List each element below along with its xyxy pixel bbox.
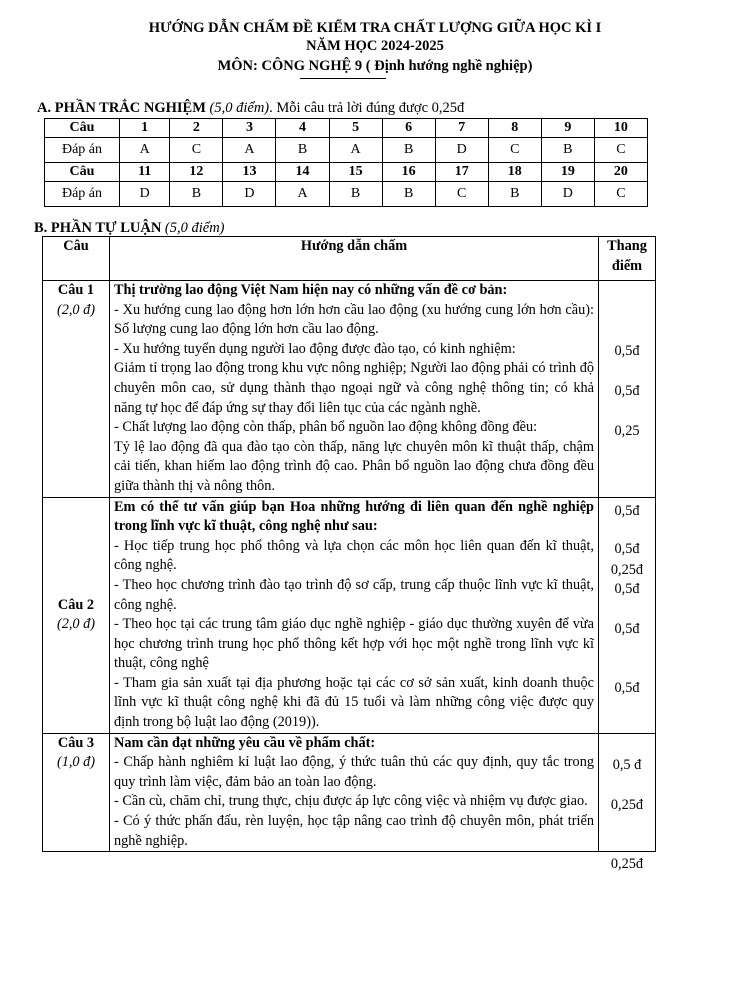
document-title: HƯỚNG DẪN CHẤM ĐỀ KIỂM TRA CHẤT LƯỢNG GIỮA HỌC KÌ I xyxy=(148,20,602,36)
guide-point: - Xu hướng cung lao động hơn lớn hơn cầu lao động (xu hướng cung lớn hơn cầu): Số lượng cung lao động lớn hơn cầu lao động. xyxy=(114,301,594,338)
points-value: 0,5đ xyxy=(614,679,640,696)
question-number: 11 xyxy=(120,163,170,182)
points-value: 0,25đ xyxy=(610,796,644,813)
guide-point: Tỷ lệ lao động đã qua đào tạo còn thấp, năng lực chuyên môn kĩ thuật thấp, chậm cải tiến, khan hiếm lao động trình độ cao. Phân bổ nguồn lao động chưa đồng đều giữa thành thị và nông thôn. xyxy=(114,438,594,494)
question-number: 19 xyxy=(541,163,594,182)
question-cell-3 xyxy=(43,733,110,852)
points-value: 0,5 đ xyxy=(612,756,642,773)
answer-label: Đáp án xyxy=(45,138,120,163)
guide-cell-2 xyxy=(110,497,599,733)
guide-point: - Theo học chương trình đào tạo trình độ sơ cấp, trung cấp thuộc lĩnh vực kĩ thuật, công nghệ. xyxy=(114,576,594,613)
question-number: 15 xyxy=(329,163,382,182)
answer-label: Đáp án xyxy=(45,182,120,207)
answer-row-2 xyxy=(45,182,648,207)
question-score: (2,0 đ) xyxy=(56,301,96,318)
question-number: 10 xyxy=(594,119,647,138)
rubric-header-row xyxy=(43,237,656,281)
answer-cell: A xyxy=(276,182,329,207)
question-number: 3 xyxy=(223,119,276,138)
section-a-note: . Mỗi câu trả lời đúng được 0,25đ xyxy=(269,100,465,116)
question-number: 7 xyxy=(435,119,488,138)
points-value: 0,5đ xyxy=(614,503,640,519)
points-value: 0,5đ xyxy=(614,580,640,597)
points-value: 0,5đ xyxy=(614,540,640,557)
guide-heading: Thị trường lao động Việt Nam hiện nay có những vấn đề cơ bản: xyxy=(114,282,508,298)
col-header-points: Thang điểm xyxy=(599,237,656,281)
answer-cell: D xyxy=(541,182,594,207)
answer-cell: C xyxy=(594,138,647,163)
section-b-heading xyxy=(34,220,225,237)
question-number: 9 xyxy=(541,119,594,138)
question-row-1 xyxy=(45,119,648,138)
question-number: 2 xyxy=(170,119,223,138)
question-number: 20 xyxy=(594,163,647,182)
points-cell-3 xyxy=(599,733,656,872)
points-value: 0,5đ xyxy=(614,383,640,399)
section-a-title: A. PHẦN TRẮC NGHIỆM xyxy=(37,100,206,116)
points-value: 0,25đ xyxy=(610,855,644,872)
guide-cell-3 xyxy=(110,733,599,852)
rubric-row-q3 xyxy=(43,733,656,852)
answer-cell: B xyxy=(276,138,329,163)
question-row-2 xyxy=(45,163,648,182)
answer-cell: A xyxy=(120,138,170,163)
question-cell-1 xyxy=(43,281,110,498)
answer-cell: B xyxy=(382,138,435,163)
school-year: NĂM HỌC 2024-2025 xyxy=(306,38,444,54)
subject-line: MÔN: CÔNG NGHỆ 9 ( Định hướng nghề nghiệp) xyxy=(217,58,533,74)
guide-heading: Em có thể tư vấn giúp bạn Hoa những hướng đi liên quan đến nghề nghiệp trong lĩnh vực kĩ thuật, công nghệ như sau: xyxy=(114,498,594,535)
question-cell-2 xyxy=(43,497,110,733)
answer-cell: B xyxy=(488,182,541,207)
question-name: Câu 1 xyxy=(57,282,95,298)
guide-cell-1 xyxy=(110,281,599,498)
answer-cell: B xyxy=(382,182,435,207)
col-header-guide: Hướng dẫn chấm xyxy=(110,237,599,281)
question-name: Câu 2 xyxy=(57,596,95,613)
col-header-question: Câu xyxy=(43,237,110,281)
points-cell-2 xyxy=(599,497,656,733)
answer-cell: B xyxy=(170,182,223,207)
guide-point: - Theo học tại các trung tâm giáo dục nghề nghiệp - giáo dục thường xuyên để vừa học chương trình trung học phổ thông kết hợp với học một nghề trong lĩnh vực kĩ thuật, công nghệ xyxy=(114,616,594,672)
question-number: 6 xyxy=(382,119,435,138)
answer-cell: D xyxy=(435,138,488,163)
section-b-score: (5,0 điểm) xyxy=(164,220,225,236)
points-cell-1 xyxy=(599,281,656,578)
question-number: 14 xyxy=(276,163,329,182)
answer-cell: C xyxy=(435,182,488,207)
guide-point: - Xu hướng tuyển dụng người lao động được đào tạo, có kinh nghiệm: xyxy=(114,340,516,357)
title-underline xyxy=(300,78,386,79)
section-a-score: (5,0 điểm) xyxy=(209,100,270,116)
guide-point: - Có ý thức phấn đấu, rèn luyện, học tập nâng cao trình độ chuyên môn, phát triển nghề nghiệp. xyxy=(114,813,594,849)
answer-cell: A xyxy=(223,138,276,163)
answer-cell: D xyxy=(120,182,170,207)
answer-key-table xyxy=(44,118,648,207)
answer-cell: B xyxy=(541,138,594,163)
answer-cell: C xyxy=(488,138,541,163)
question-number: 16 xyxy=(382,163,435,182)
answer-cell: C xyxy=(594,182,647,207)
answer-cell: D xyxy=(223,182,276,207)
rubric-row-q1 xyxy=(43,281,656,498)
question-label: Câu xyxy=(45,119,120,138)
points-value: 0,5đ xyxy=(614,620,640,637)
section-a-heading xyxy=(37,100,464,117)
question-number: 13 xyxy=(223,163,276,182)
question-number: 8 xyxy=(488,119,541,138)
points-value: 0,25đ xyxy=(610,562,644,578)
points-value: 0,25 xyxy=(614,423,640,439)
question-number: 17 xyxy=(435,163,488,182)
question-number: 5 xyxy=(329,119,382,138)
guide-point: Giảm tỉ trọng lao động trong khu vực nông nghiệp; Người lao động phải có trình độ chuyên môn cao, sử dụng thành thạo ngoại ngữ và công nghệ thông tin; có khả năng tự học để đáp ứng sự thay đổi liên tục của các ngành nghề. xyxy=(114,360,594,416)
rubric-row-q2 xyxy=(43,497,656,733)
guide-point: - Cần cù, chăm chỉ, trung thực, chịu được áp lực công việc và nhiệm vụ được giao. xyxy=(114,793,588,810)
guide-point: - Học tiếp trung học phổ thông và lựa chọn các môn học liên quan đến kĩ thuật, công nghệ. xyxy=(114,537,594,574)
answer-cell: B xyxy=(329,182,382,207)
guide-point: - Chất lượng lao động còn thấp, phân bổ nguồn lao động không đồng đều: xyxy=(114,419,538,436)
section-b-title: B. PHẦN TỰ LUẬN xyxy=(34,220,162,236)
points-value: 0,5đ xyxy=(614,343,640,359)
question-label: Câu xyxy=(45,163,120,182)
guide-heading: Nam cần đạt những yêu cầu về phẩm chất: xyxy=(114,734,376,751)
guide-point: - Chấp hành nghiêm kỉ luật lao động, ý thức tuân thủ các quy định, quy tắc trong quy trình làm việc, đảm bảo an toàn lao động. xyxy=(114,754,594,790)
question-score: (1,0 đ) xyxy=(56,754,96,771)
question-number: 1 xyxy=(120,119,170,138)
answer-row-1 xyxy=(45,138,648,163)
answer-cell: A xyxy=(329,138,382,163)
answer-cell: C xyxy=(170,138,223,163)
question-number: 12 xyxy=(170,163,223,182)
question-name: Câu 3 xyxy=(57,734,95,751)
guide-point: - Tham gia sản xuất tại địa phương hoặc tại các cơ sở sản xuất, kinh doanh thuộc lĩnh vực kĩ thuật công nghệ khi đã đủ 15 tuổi và làm những công việc được quy định trong bộ luật lao động (2019)). xyxy=(114,674,594,731)
question-number: 4 xyxy=(276,119,329,138)
question-score: (2,0 đ) xyxy=(56,616,96,633)
essay-rubric-table xyxy=(42,236,656,872)
question-number: 18 xyxy=(488,163,541,182)
